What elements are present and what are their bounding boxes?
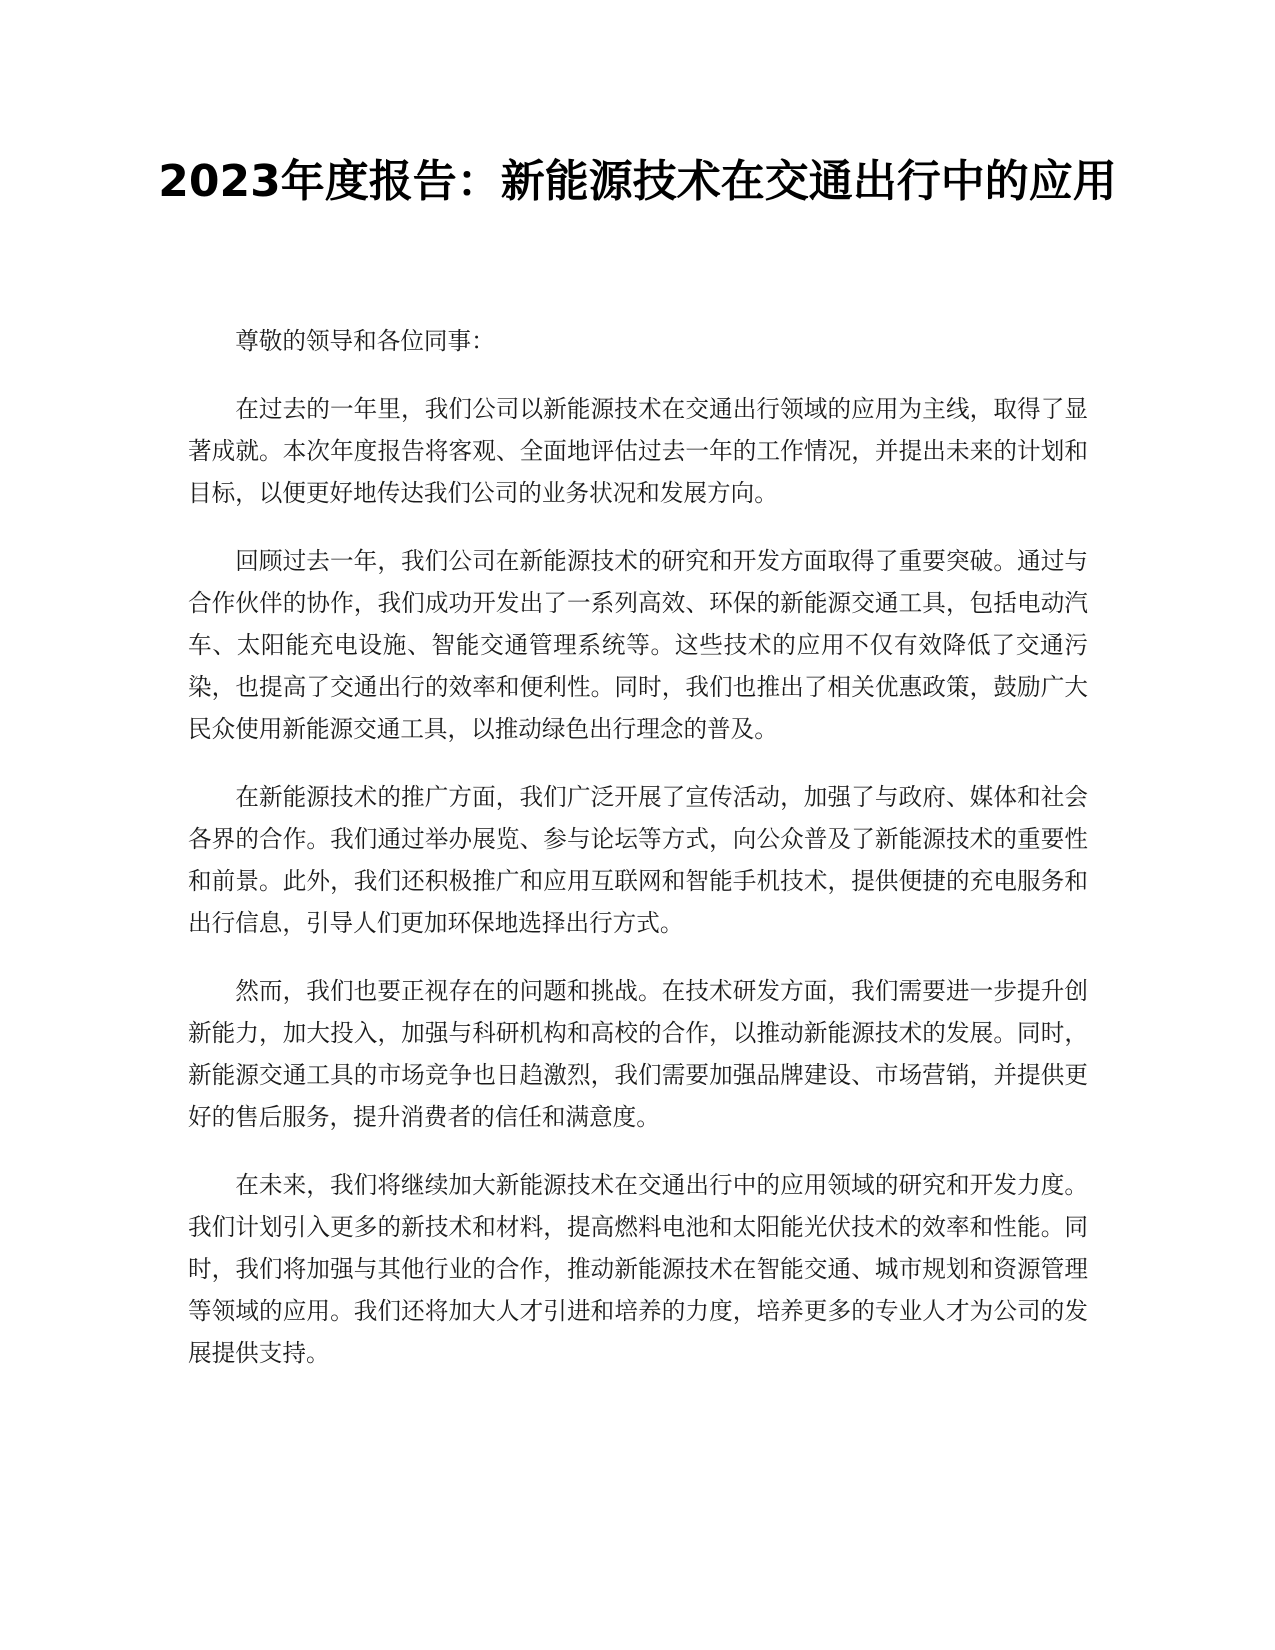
- paragraph-review: 回顾过去一年，我们公司在新能源技术的研究和开发方面取得了重要突破。通过与合作伙伴的协作，我们成功开发出了一系列高效、环保的新能源交通工具，包括电动汽车、太阳能充电设施、智能交通管理系统等。这些技术的应用不仅有效降低了交通污染，也提高了交通出行的效率和便利性。同时，我们也推出了相关优惠政策，鼓励广大民众使用新能源交通工具，以推动绿色出行理念的普及。: [188, 547, 1088, 743]
- document-title: 2023年度报告：新能源技术在交通出行中的应用: [158, 156, 1117, 207]
- paragraph-promotion: 在新能源技术的推广方面，我们广泛开展了宣传活动，加强了与政府、媒体和社会各界的合作。我们通过举办展览、参与论坛等方式，向公众普及了新能源技术的重要性和前景。此外，我们还积极推广和应用互联网和智能手机技术，提供便捷的充电服务和出行信息，引导人们更加环保地选择出行方式。: [188, 783, 1088, 937]
- document-body: [188, 320, 1088, 1400]
- paragraph-future: 在未来，我们将继续加大新能源技术在交通出行中的应用领域的研究和开发力度。我们计划引入更多的新技术和材料，提高燃料电池和太阳能光伏技术的效率和性能。同时，我们将加强与其他行业的合作，推动新能源技术在智能交通、城市规划和资源管理等领域的应用。我们还将加大人才引进和培养的力度，培养更多的专业人才为公司的发展提供支持。: [188, 1171, 1088, 1367]
- paragraph-intro: 在过去的一年里，我们公司以新能源技术在交通出行领域的应用为主线，取得了显著成就。本次年度报告将客观、全面地评估过去一年的工作情况，并提出未来的计划和目标，以便更好地传达我们公司的业务状况和发展方向。: [188, 395, 1088, 507]
- paragraph-challenges: 然而，我们也要正视存在的问题和挑战。在技术研发方面，我们需要进一步提升创新能力，加大投入，加强与科研机构和高校的合作，以推动新能源技术的发展。同时，新能源交通工具的市场竞争也日趋激烈，我们需要加强品牌建设、市场营销，并提供更好的售后服务，提升消费者的信任和满意度。: [188, 977, 1088, 1131]
- salutation: 尊敬的领导和各位同事：: [235, 327, 495, 355]
